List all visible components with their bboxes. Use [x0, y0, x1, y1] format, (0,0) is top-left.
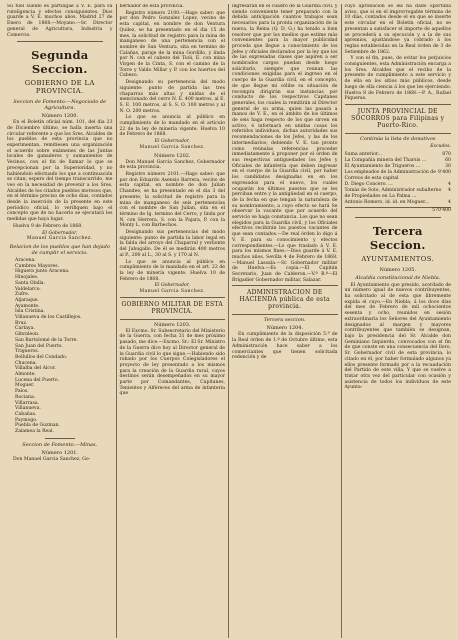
ledger-label: Antonio Romero, id. id. en Moguer... [344, 199, 430, 205]
ledger-label: El Ayuntamiento de Trigueros ... [344, 163, 421, 169]
ledger-amount: 4 [448, 181, 451, 187]
section-box [232, 285, 338, 315]
notice-body: En el Boletín oficial núm. 101, del dia 23 de Diciembre último, se halla inserta una circular referente a que los Sres. Alcaldes de los pueblos de esta provincia que no experimentan, remitiesen una organización el acuerdo sobre exámenes de las Juntas locales de ganaderos y sumanientos de Vecinos, con el fin de llamar lo que se precepcionan por la Superioridad, y no habiéndolo efectuado los que a continuación se citan; espero del tiempo transcurrido, me veo en la necesidad de prevenir a los Sres. Alcaldes de los citados pueblos morosos que, en el término preciso de ocho dias, contados desde la inserción de la presente en este periódico oficial, lo verifiquen bajo el concepto que de no hacerlo se ejecutará les medidas que haya lugar. [7, 120, 113, 223]
divider [17, 41, 103, 42]
intro-text: Su fuel sueldo es partiligae à V. E. para su ruteligencia y efectos consiguientes. Dios guarde a V. E. muchos años. Madrid 27 de Enero de 1868.—Moyano.—Sr. Director general de Agricultura, Industria y Comercio. [7, 4, 113, 38]
subsection-heading: Continúa la lista de donativos [360, 135, 436, 142]
notice-body: Registro número 2101.—Hago saber: que por don Eduardo Asensio Barrera, vecino de esta capital, en nombre de don Julian Chandee, se ha presentado en el dia 3 del presente, la solicitud de registro para la mina de manganeso de seis pertenencias con el nombre de San Julian, sita en el término de Ig. termino del Cerro, y linda por N. con Herrera, S. con la Pajara, P. con la Monty L. con Barbechos. [119, 171, 225, 229]
ledger-amount: 4 [448, 199, 451, 205]
notice-number: Número 1203. [153, 321, 191, 328]
list-item: Villanueva de los Castillejos. [15, 315, 82, 321]
list-item: Isla Cristina. [15, 309, 45, 315]
section-heading: GOBIERNO MILITAR DE ESTA PROVINCIA. [121, 300, 224, 315]
signature-name: Manuel Garcia Sanchez. [139, 289, 206, 295]
list-item: Cartaya. [15, 326, 35, 332]
subsection-title: GOBIERNO DE LA PROVINCIA. [24, 79, 95, 96]
columns [4, 4, 454, 638]
signature-name: Manuel Garcia Sanchez. [26, 236, 93, 242]
notice-number: Número 1204. [266, 325, 304, 332]
dept-heading: Seccion de Fomento.—Minas. [22, 441, 98, 448]
ledger-label: Suma anterior... [344, 151, 382, 157]
list-item: Bruz. [15, 320, 28, 326]
list-item: Almonte. [15, 372, 36, 378]
ledger-amount: 4 [448, 187, 451, 193]
list-intro: Relacion de los pueblos que han dejado de cumplir el servicio. [9, 243, 110, 256]
subsection-title: AYUNTAMIENTOS. [361, 254, 435, 263]
section-box [345, 104, 451, 134]
subsection-heading: Alcaldía constitucional de Niebla. [355, 274, 441, 281]
column-2 [117, 4, 230, 638]
notice-number: Número 1202. [153, 152, 191, 159]
notice-date: Huelva 9 de Febrero de 1868. [13, 223, 83, 229]
list-item: Moguer. [15, 383, 35, 389]
list-item: Cabañas. [15, 411, 37, 417]
notice-body: ingresaran en el cuadro de la Guardia civil, y siendo conveniente tener preparado con la debida anticipación cuantos trabajos sean necesarios para la pronta organización de la nueva, la Reina (Q. D. G.) ha tenido a bien resolver que por los medios que estime más convenientes para la mayor publicidad proceda que llegue a conocimiento de los Jefes y oficiales declarados por la ley que los de las expresadas clases que aspiren a ser nombrados cargos puedan desde luego solicitarlo, siempre que reunan las condiciones exigidas para el ingreso en el cuerpo de la Guardia civil, en el concepto, de que llegue mi célibe su situación de recompra dirigirán sus instancias por conducto de los respectivos Capitanes generales, los cuales la remitirán al Director general de su arma, quien las pasará a manos de V. E., en el ámbito de los últimos de seis haga respecto de los que sirven en activo, é informará en unidas cosas los referidos individuos, dichas autoridades sus recomendaciones de los Jefes, y las de los intermediarios; debiendo V. E. tan pronto como reúnalas referencias proceder inmediatamente á proponer por el órden de sus respectivas antiguedades los Jefes y Oficiales de infantería que deben ingresar en el cuerpo de la Guardia civil, por haber los candidatos designadas en en los expresados para el nuevo, los cuales ocuparán los últimos puestos que se les perciban entre y la antigüedad en el cuerpo, de la fecha en que tengan la naturaleza de su nombramiento; a cuyo efecto se hará Se observar la vacante que por acuerdo del servicio se haga constancia. Los que no sean elegidos para la Guardia civil, y los Oficiales efectivos recibirán los puestos vacantes de que sean contados.—De real órden lo digo á V. E. para su conocimiento y efectos correspondientes.—Lo que traslado á V. E. para los mismos fines.—Dios guarde á V. E. muchos años. Sevilla 4 de Febrero de 1868.—Manuel Lassala.—Sr. Gobernador militar de Huelva.—Es copia.—El Capitán Secretario, Juan de Calderon.—V.º B.º—El Brigadier Gobernador militar, Salazar. [232, 4, 338, 283]
list-item: Puebla de Guzman. [15, 423, 61, 429]
list-item: Zufre. [15, 292, 30, 298]
section-heading: JUNTA PROVINCIAL DE SOCORROS para Filipinas y Puerto-Rico. [351, 107, 445, 129]
section-heading: ADMINISTRACION DE HACIENDA pública de esta provincia. [239, 289, 331, 311]
notice-body: cuyo aprobación se les ha dado oportuna aviso, que si en el improrrogable término de 10 días, contados desde el en que se inserte este circular en el Boletín oficial, no se presentan a satisfacer el importe de aquellos se procederá a su ejecución y a la de sus apremios, ajustándose ya cobrado á los reglas establecidas en la Real órden de 3 de Setiembre de 1862. [344, 4, 451, 55]
ledger-row [345, 170, 451, 182]
notice-number: Número 1205. [379, 266, 417, 273]
notice-number: Número 1201. [41, 449, 79, 456]
ledger-label: Tomás de Soto, Administrador subalterno de Propiedades en La Palma ... [344, 187, 442, 199]
notice-body: Lo que se anuncia al público en cumplimiento de lo mandado en el artículo 22 de la ley de minería vigente. Huelva 10 de Febrero de 1868. [119, 115, 225, 138]
ledger-amount: 870 [442, 151, 451, 157]
notice-body: El Ayuntamiento que presido, acordado de un número igual de nuevos contribuyentes, ha solicitado al de esta que libremente expida el cuyo.—En Niebla, á los doce días del mes de Febrero de mil ochocientos sesenta y ocho, reunidos en sesión extraordinaria los Señores del Ayuntamiento designados al margen y mayores contribuyentes que también se designan, bajo la presidencia del Sr. Alcalde don Geminiano Izquierdo, convocados con el fin de que conste en una consecuencia del lloro, Sr. Gobernador civil de esta provincia, lo citado en él, por haber formulado algunos ya ellos presente formado por a la recaudación del Partido de este villa, Y que se vuelve a tratar otra vez del particular con ocasión y asistencia de todos los individuos de este Ayunta- [344, 282, 451, 391]
list-item: Villarrasa. [15, 400, 40, 406]
ledger-amount: 60 [445, 157, 451, 163]
notice-body: Lo que se anuncia al público en cumplimiento de lo mandado en el art. 22 de la ley de minería vigente. Huelva 10 de Febrero de 1868. [119, 259, 225, 282]
ledger-row [345, 200, 451, 206]
town-list [15, 258, 113, 435]
ledger-label: La Compañía minera del Tharsis ... [344, 157, 427, 163]
list-item: Lucena del Puerto. [15, 377, 60, 383]
list-item: Palos. [15, 389, 29, 395]
ledger-row [345, 188, 451, 200]
notice-body: Don Manuel Garcia Sanchez, Gobernador de esta provincia. [119, 159, 225, 171]
list-item: Zalamea la Real. [15, 429, 54, 435]
subsection-heading: Tercera seccion. [263, 317, 306, 324]
donations-ledger [345, 152, 451, 214]
currency-heading: Escudos. [430, 143, 451, 149]
list-item: Aljaraque. [15, 297, 39, 303]
list-item: Santa Olalla. [15, 280, 46, 286]
signature-role: El Gobernador, [154, 139, 190, 145]
dept-heading: Seccion de Fomento.—Negociado de Agricultura. [13, 99, 107, 112]
notice-body: El Excmo. Sr. Subsecretario del Ministerio de la Guerra, con fecha 31 de mes próximo pasado, me dice.—Excmo. Sr.: El Sr. Ministro de la Guerra dice hoy al Director general de la Guardia civil lo que sigue.—Habiendo sido robado por los Cuerpos Colegisladores el proyecto de ley presentado a los mismos para la creación de la Guardia rural, cuyos destinos serán desempeñados en su mayor parte por Comandantes, Capitanes, Tenientes y Alféreces del arma de infantería que [119, 328, 225, 397]
section-box [120, 297, 226, 320]
ledger-amount: 8'400 [438, 169, 451, 175]
ledger-amount: 30 [445, 163, 451, 169]
signature-role: El Gobernador, [42, 230, 78, 236]
list-item: Cumbres Mayores. [15, 263, 60, 269]
ledger-total-row [345, 207, 451, 214]
notice-body: Designando sus pertenencias del modo siguiente: punto de partida la labor legal en la falda del arroyo del Chaparral y verlionte del Jabugallo. De él se medirán 400 metros al P., 200 al L., 30 al S. y 170 al N. [119, 230, 225, 258]
list-item: Hinojales. [15, 275, 39, 281]
section-title: Tercera Seccion. [369, 223, 426, 252]
list-item: Paymogo. [15, 417, 38, 423]
list-item: Villanueva. [15, 406, 41, 412]
notice-number: Número 1200. [41, 113, 79, 120]
divider [45, 438, 75, 439]
ledger-label: D. Diego Concero. ... [344, 181, 393, 187]
list-item: Gibraleon. [15, 332, 40, 338]
notice-body: Don Manuel Garcia Sanchez, Go- [13, 456, 91, 462]
ledger-label: Los empleados de la Administración de Correos de esta capital [344, 169, 436, 181]
column-1 [4, 4, 117, 638]
signature-name: Manuel Garcia Sanchez. [139, 144, 206, 150]
notice-body: Designando su pertenencia del modo siguiente: punto de partida las tres chaparras más altas y unidas de el mencionado del cerro N. E. 400 metros, al E. S. E. 100 metros, al S. S. O. 100 metros y al N. O. 200 metros. [119, 80, 225, 114]
notice-body: Registro número 2100.—Hago saber: que por don Pedro Gonzalez Lopez, vecino de esta capital, en nombre de don Ventura Quilez, se ha presentado en el dia 15 de mes, la solicitud de registro para la mina de manganeso de una pertenencia con el nombre de San Ventura, sita en termino de Calañas, paraje de la mina Gordillo, y linda por N. con el cabezo del Tioli, E. con mina Virgen de la Cinta, S. con el camino de la Torre y Valdo Millar y P. con los huertos del Cabezo. [119, 10, 225, 79]
list-item: Aracena. [15, 257, 36, 263]
list-item: Higuera junto Aracena. [15, 269, 70, 275]
section-title: Segunda Seccion. [31, 48, 89, 77]
list-item: Trigueros. [15, 349, 40, 355]
column-4 [342, 4, 454, 638]
notice-body: Y con el fin, pues, de evitar los perjuicios consiguientes, esta Administración encarga a los Sres. Alcaldes que el recibo de la presente de cumplimiento a este servicio y de ella en los sitios más públicos, desde luego de ella ciencia á los que les ejerciendo. Huelva 8 de Febrero de 1868.—P. A., Rafael Piqueras. [344, 56, 451, 102]
list-item: Villalba del Alcor. [15, 366, 56, 372]
ledger-total: 570'400 [432, 207, 451, 213]
list-item: Rociana. [15, 394, 36, 400]
list-item: Bollullos del Condado. [15, 354, 68, 360]
list-item: San Bartolomé de la Torre. [15, 337, 78, 343]
list-item: Ayamonte. [15, 303, 40, 309]
list-item: Valdelarco. [15, 286, 41, 292]
notice-body: En cumplimiento de la disposición 5.ª de la Real órden de 1.º de Octubre último, esta Administración hace saber a los comerciantes que tienen solicitada redención y de [232, 332, 338, 361]
list-item: Chucena. [15, 360, 37, 366]
column-3 [229, 4, 342, 638]
divider [355, 217, 441, 218]
notice-body: bernador de esta provincia. [119, 4, 184, 9]
list-item: San Juan del Puerto. [15, 343, 63, 349]
signature-role: El Gobernador, [154, 283, 190, 289]
